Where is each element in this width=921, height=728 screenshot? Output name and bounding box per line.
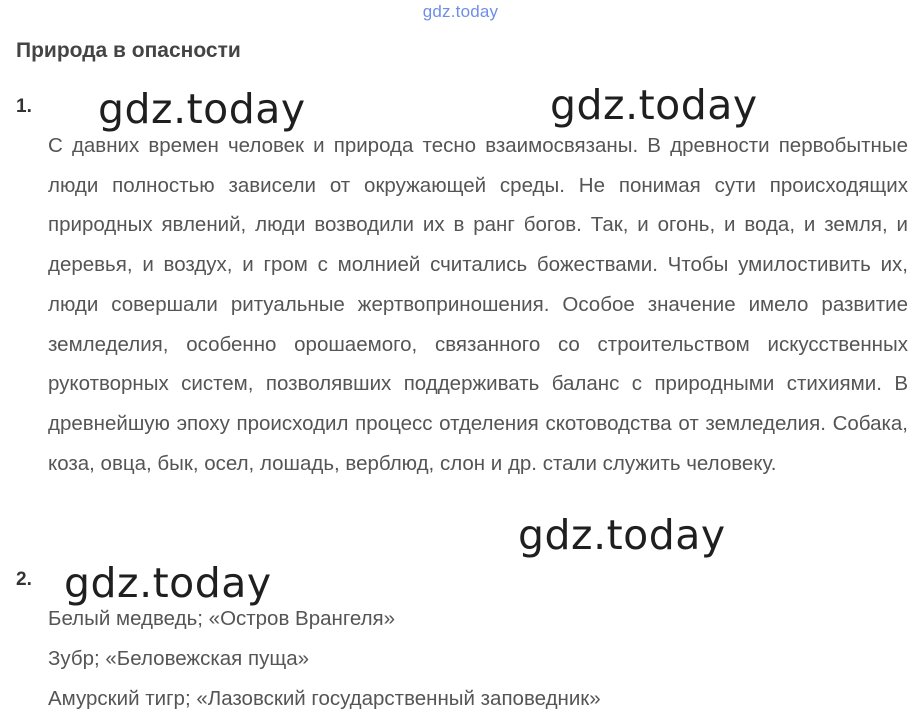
page-title: Природа в опасности — [16, 39, 241, 62]
section-1-number: 1. — [16, 96, 32, 117]
list-item: Зубр; «Беловежская пуща» — [48, 647, 309, 670]
section-1-text: С давних времен человек и природа тесно взаимосвязаны. В древности первобытные люди полностью зависели от окружающей среды. Не понимая сути происходящих природных явлений, люди возводили их в ранг богов. Так, и огонь, и вода, и земля, и деревья, и воздух, и гром с молнией считались божествами. Чтобы умилостивить их, люди совершали ритуальные жертвоприношения. Особое значение имело развитие земледелия, особенно орошаемого, связанного со строительством искусственных рукотворных систем, позволявших поддерживать баланс с природными стихиями. В древнейшую эпоху происходил процесс отделения скотоводства от земледелия. Собака, коза, овца, бык, осел, лошадь, верблюд, слон и др. стали служить человеку. — [48, 134, 908, 475]
watermark: gdz.today — [550, 81, 758, 129]
watermark: gdz.today — [64, 559, 272, 607]
list-item: Амурский тигр; «Лазовский государственный заповедник» — [48, 687, 601, 710]
section-2-number: 2. — [16, 569, 32, 590]
watermark-top: gdz.today — [422, 2, 499, 21]
watermark: gdz.today — [518, 511, 726, 559]
watermark: gdz.today — [98, 85, 306, 133]
answer-list — [48, 599, 601, 719]
list-item: Белый медведь; «Остров Врангеля» — [48, 607, 396, 630]
